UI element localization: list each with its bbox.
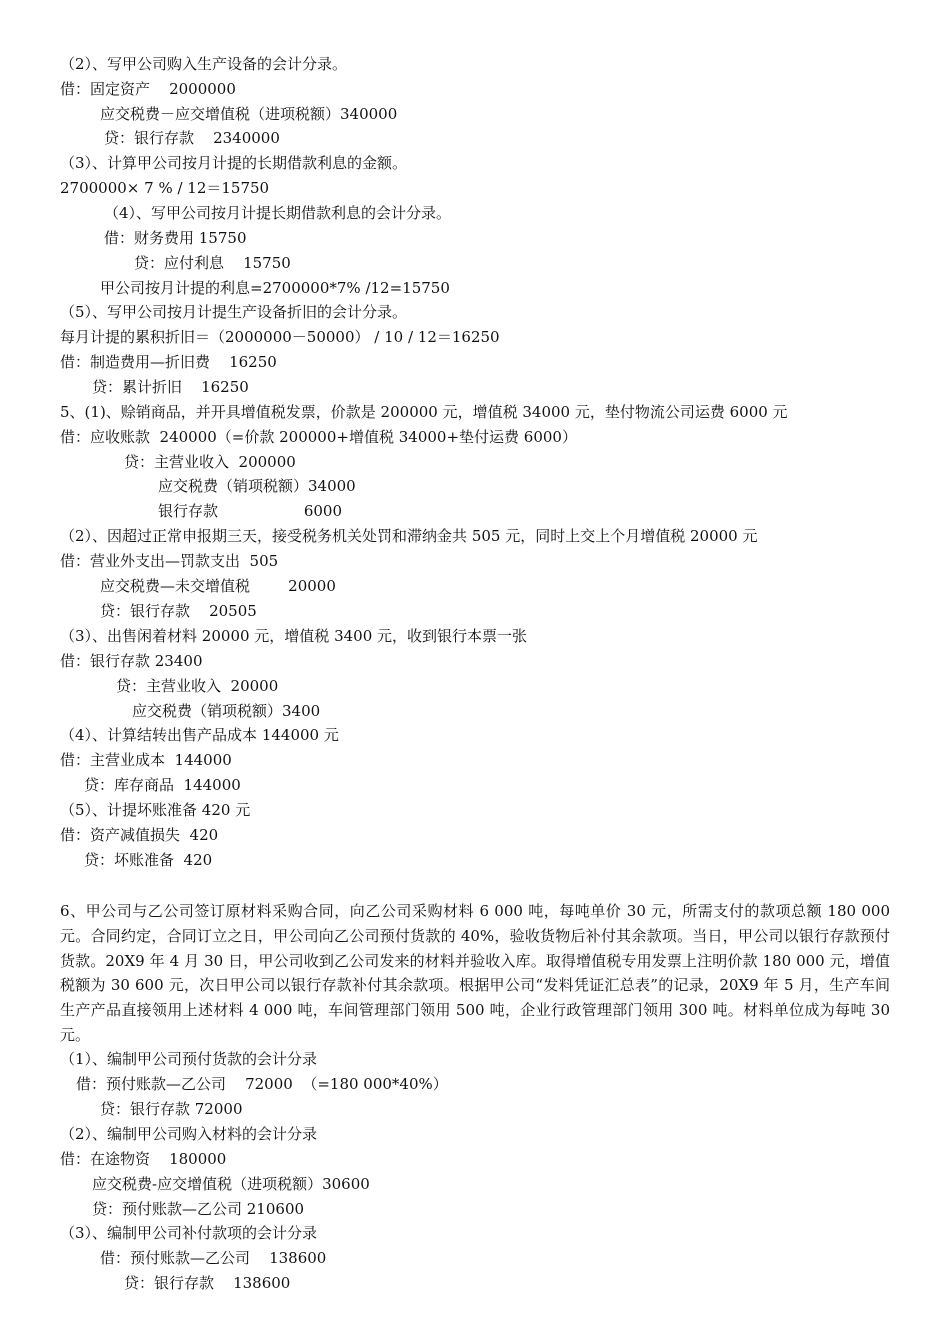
text-line: （3）、编制甲公司补付款项的会计分录: [60, 1224, 318, 1242]
text-line: 借：固定资产 2000000: [60, 80, 236, 98]
problem-6-paragraph: 6、甲公司与乙公司签订原材料采购合同，向乙公司采购材料 6 000 吨，每吨单价 30 元，所需支付的款项总额 180 000 元。合同约定，合同订立之日，甲公司向乙公司预付货款的 40%，验收货物后补付其余款项。当日，甲公司以银行存款预付货款。20X9 年 4 月 30 日，甲公司收到乙公司发来的材料并验收入库。取得增值税专用发票上注明价款 180 000 元，增值税额为 30 600 元，次日甲公司以银行存款补付其余款项。根据甲公司“发料凭证汇总表”的记录，20X9 年 5 月，生产车间生产产品直接领用上述材料 4 000 吨，车间管理部门领用 500 吨，企业行政管理部门领用 300 吨。材料单位成为每吨 30 元。: [60, 902, 890, 1044]
text-line: 借：财务费用 15750: [104, 229, 247, 247]
text-line: 借：在途物资 180000: [60, 1150, 227, 1168]
text-line: 借：银行存款 23400: [60, 652, 203, 670]
text-line: 贷：银行存款 20505: [100, 602, 257, 620]
text-line: 银行存款 6000: [158, 502, 342, 520]
text-line: 贷：预付账款—乙公司 210600: [92, 1200, 305, 1218]
text-line: （3）、出售闲着材料 20000 元，增值税 3400 元，收到银行本票一张: [60, 627, 528, 645]
text-line: 应交税费-应交增值税（进项税额）30600: [92, 1175, 370, 1193]
text-line: 2700000× 7 % / 12＝15750: [60, 179, 270, 197]
text-line: （2）、写甲公司购入生产设备的会计分录。: [60, 55, 348, 73]
text-line: （5）、写甲公司按月计提生产设备折旧的会计分录。: [60, 303, 408, 321]
text-line: 借：营业外支出—罚款支出 505: [60, 552, 279, 570]
text-line: 贷：主营业收入 200000: [124, 453, 296, 471]
text-line: 应交税费－应交增值税（进项税额）340000: [100, 105, 398, 123]
text-line: （4）、计算结转出售产品成本 144000 元: [60, 726, 339, 744]
text-line: 借：预付账款—乙公司 72000 （=180 000*40%）: [76, 1075, 448, 1093]
text-line: （2）、因超过正常申报期三天，接受税务机关处罚和滞纳金共 505 元，同时上交上个月增值税 20000 元: [60, 527, 758, 545]
text-line: 贷：银行存款 2340000: [104, 129, 280, 147]
text-line: 贷：库存商品 144000: [84, 776, 241, 794]
text-line: 借：应收账款 240000（=价款 200000+增值税 34000+垫付运费 6000）: [60, 428, 577, 446]
text-line: 借：主营业成本 144000: [60, 751, 232, 769]
text-line: 应交税费—未交增值税 20000: [100, 577, 336, 595]
text-line: 应交税费（销项税额）3400: [132, 702, 321, 720]
text-line: 贷：银行存款 138600: [124, 1274, 291, 1292]
text-line: 贷：应付利息 15750: [134, 254, 291, 272]
text-line: 甲公司按月计提的利息=2700000*7% /12=15750: [100, 279, 450, 297]
text-line: （3）、计算甲公司按月计提的长期借款利息的金额。: [60, 154, 408, 172]
text-line: 5、(1)、赊销商品，并开具增值税发票，价款是 200000 元，增值税 34000 元，垫付物流公司运费 6000 元: [60, 403, 788, 421]
text-line: 贷：累计折旧 16250: [92, 378, 249, 396]
text-line: 应交税费（销项税额）34000: [158, 477, 356, 495]
text-line: （1）、编制甲公司预付货款的会计分录: [60, 1050, 318, 1068]
text-line: 贷：主营业收入 20000: [116, 677, 279, 695]
text-line: （4）、写甲公司按月计提长期借款利息的会计分录。: [104, 204, 452, 222]
text-line: 每月计提的累积折旧＝（2000000－50000） / 10 / 12＝16250: [60, 328, 500, 346]
text-line: 借：预付账款—乙公司 138600: [100, 1249, 327, 1267]
text-line: （2）、编制甲公司购入材料的会计分录: [60, 1125, 318, 1143]
text-line: 贷：银行存款 72000: [100, 1100, 243, 1118]
text-line: 借：制造费用—折旧费 16250: [60, 353, 277, 371]
text-line: 贷：坏账准备 420: [84, 851, 213, 869]
text-line: （5）、计提坏账准备 420 元: [60, 801, 251, 819]
text-line: 借：资产减值损失 420: [60, 826, 219, 844]
